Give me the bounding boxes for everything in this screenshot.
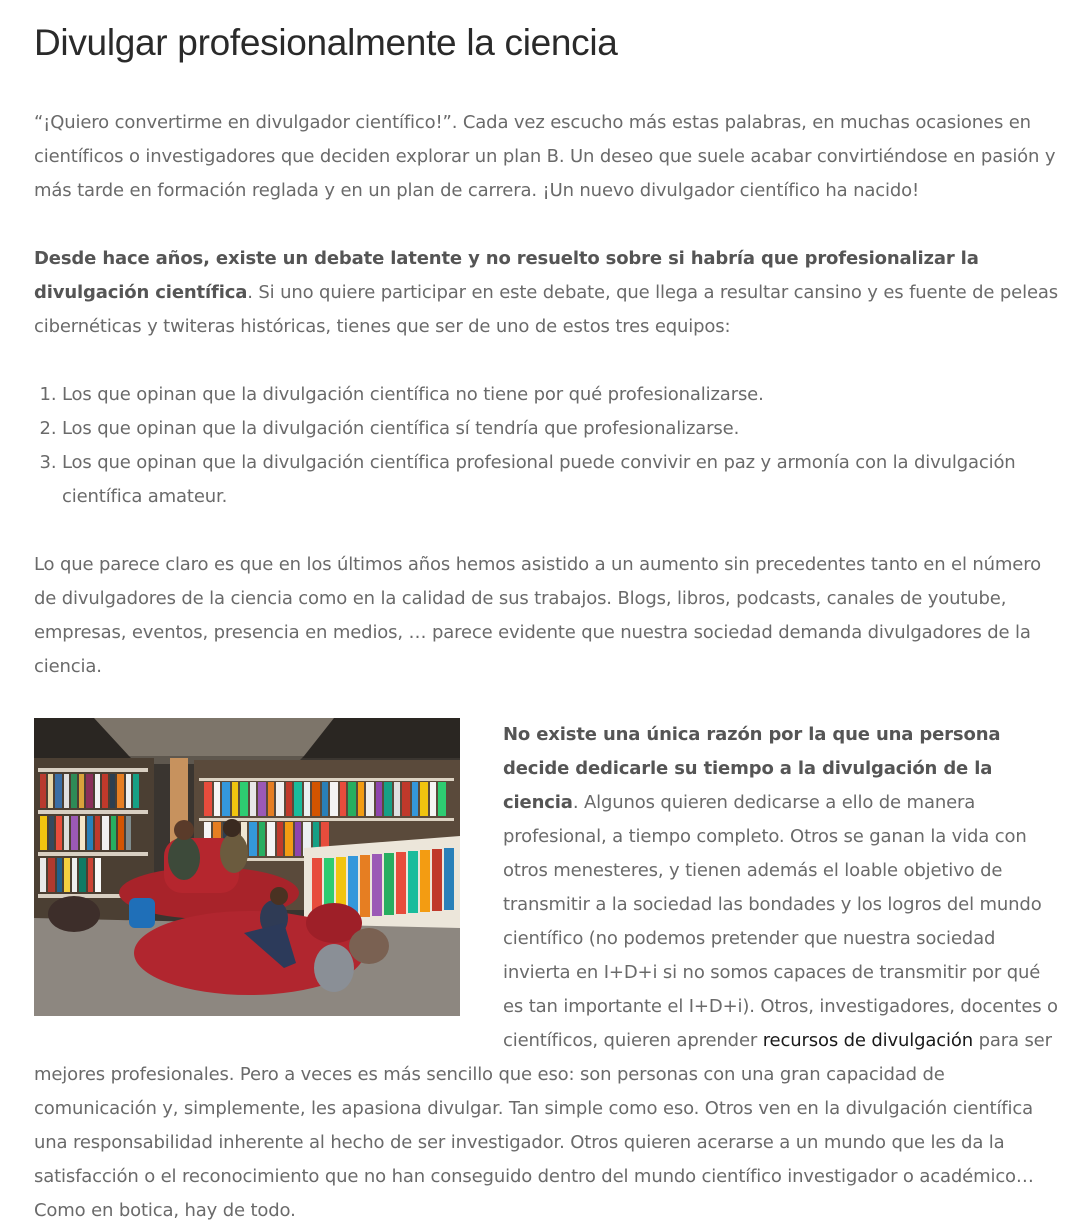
- teams-list: [34, 378, 1058, 514]
- intro-paragraph: “¡Quiero convertirme en divulgador científico!”. Cada vez escucho más estas palabras, en muchas ocasiones en científicos o investigadores que deciden explorar un plan B. Un deseo que suele acabar convirtiéndose en pasión y más tarde en formación reglada y en un plan de carrera. ¡Un nuevo divulgador científico ha nacido!: [34, 112, 1056, 201]
- article-title: Divulgar profesionalmente la ciencia: [34, 22, 618, 63]
- divulgation-resources-link[interactable]: recursos de divulgación: [762, 1030, 974, 1051]
- debate-paragraph: [34, 242, 1058, 344]
- reasons-bold-text: No existe una única razón por la que una persona decide dedicarle su tiempo a la divulgación de la ciencia: [503, 724, 1001, 813]
- reasons-text-1: . Algunos quieren dedicarse a ello de manera profesional, a tiempo completo. Otros se ganan la vida con otros menesteres, y tienen además el loable objetivo de transmitir a la sociedad las bondades y los logros del mundo científico (no podemos pretender que nuestra sociedad invierta en I+D+i si no somos capaces de transmitir por qué es tan importante el I+D+i). Otros, investigadores, docentes o científicos, quieren aprender: [503, 792, 1058, 1051]
- growth-paragraph: Lo que parece claro es que en los últimos años hemos asistido a un aumento sin precedentes tanto en el número de divulgadores de la ciencia como en la calidad de sus trabajos. Blogs, libros, podcasts, canales de youtube, empresas, eventos, presencia en medios, … parece evidente que nuestra sociedad demanda divulgadores de la ciencia.: [34, 554, 1041, 677]
- debate-text: . Si uno quiere participar en este debate, que llega a resultar cansino y es fuente de peleas cibernéticas y twiteras históricas, tienes que ser de uno de estos tres equipos:: [34, 282, 1058, 337]
- list-item: 3. Los que opinan que la divulgación científica profesional puede convivir en paz y armonía con la divulgación científica amateur.: [62, 446, 1058, 514]
- list-item: 2. Los que opinan que la divulgación científica sí tendría que profesionalizarse.: [62, 412, 1058, 446]
- list-item: 1. Los que opinan que la divulgación científica no tiene por qué profesionalizarse.: [62, 378, 1058, 412]
- bookstore-photo: [34, 718, 460, 1016]
- reasons-section: [34, 718, 1058, 1228]
- reasons-text-2: para ser mejores profesionales. Pero a veces es más sencillo que eso: son personas con una gran capacidad de comunicación y, simplemente, les apasiona divulgar. Tan simple como eso. Otros ven en la divulgación científica una responsabilidad inherente al hecho de ser investigador. Otros quieren acerarse a un mundo que les da la satisfacción o el reconocimiento que no han conseguido dentro del mundo científico investigador o académico… Como en botica, hay de todo.: [34, 1030, 1052, 1221]
- debate-bold-text: Desde hace años, existe un debate latente y no resuelto sobre si habría que profesionalizar la divulgación científica: [34, 248, 979, 303]
- article: [34, 0, 1058, 1228]
